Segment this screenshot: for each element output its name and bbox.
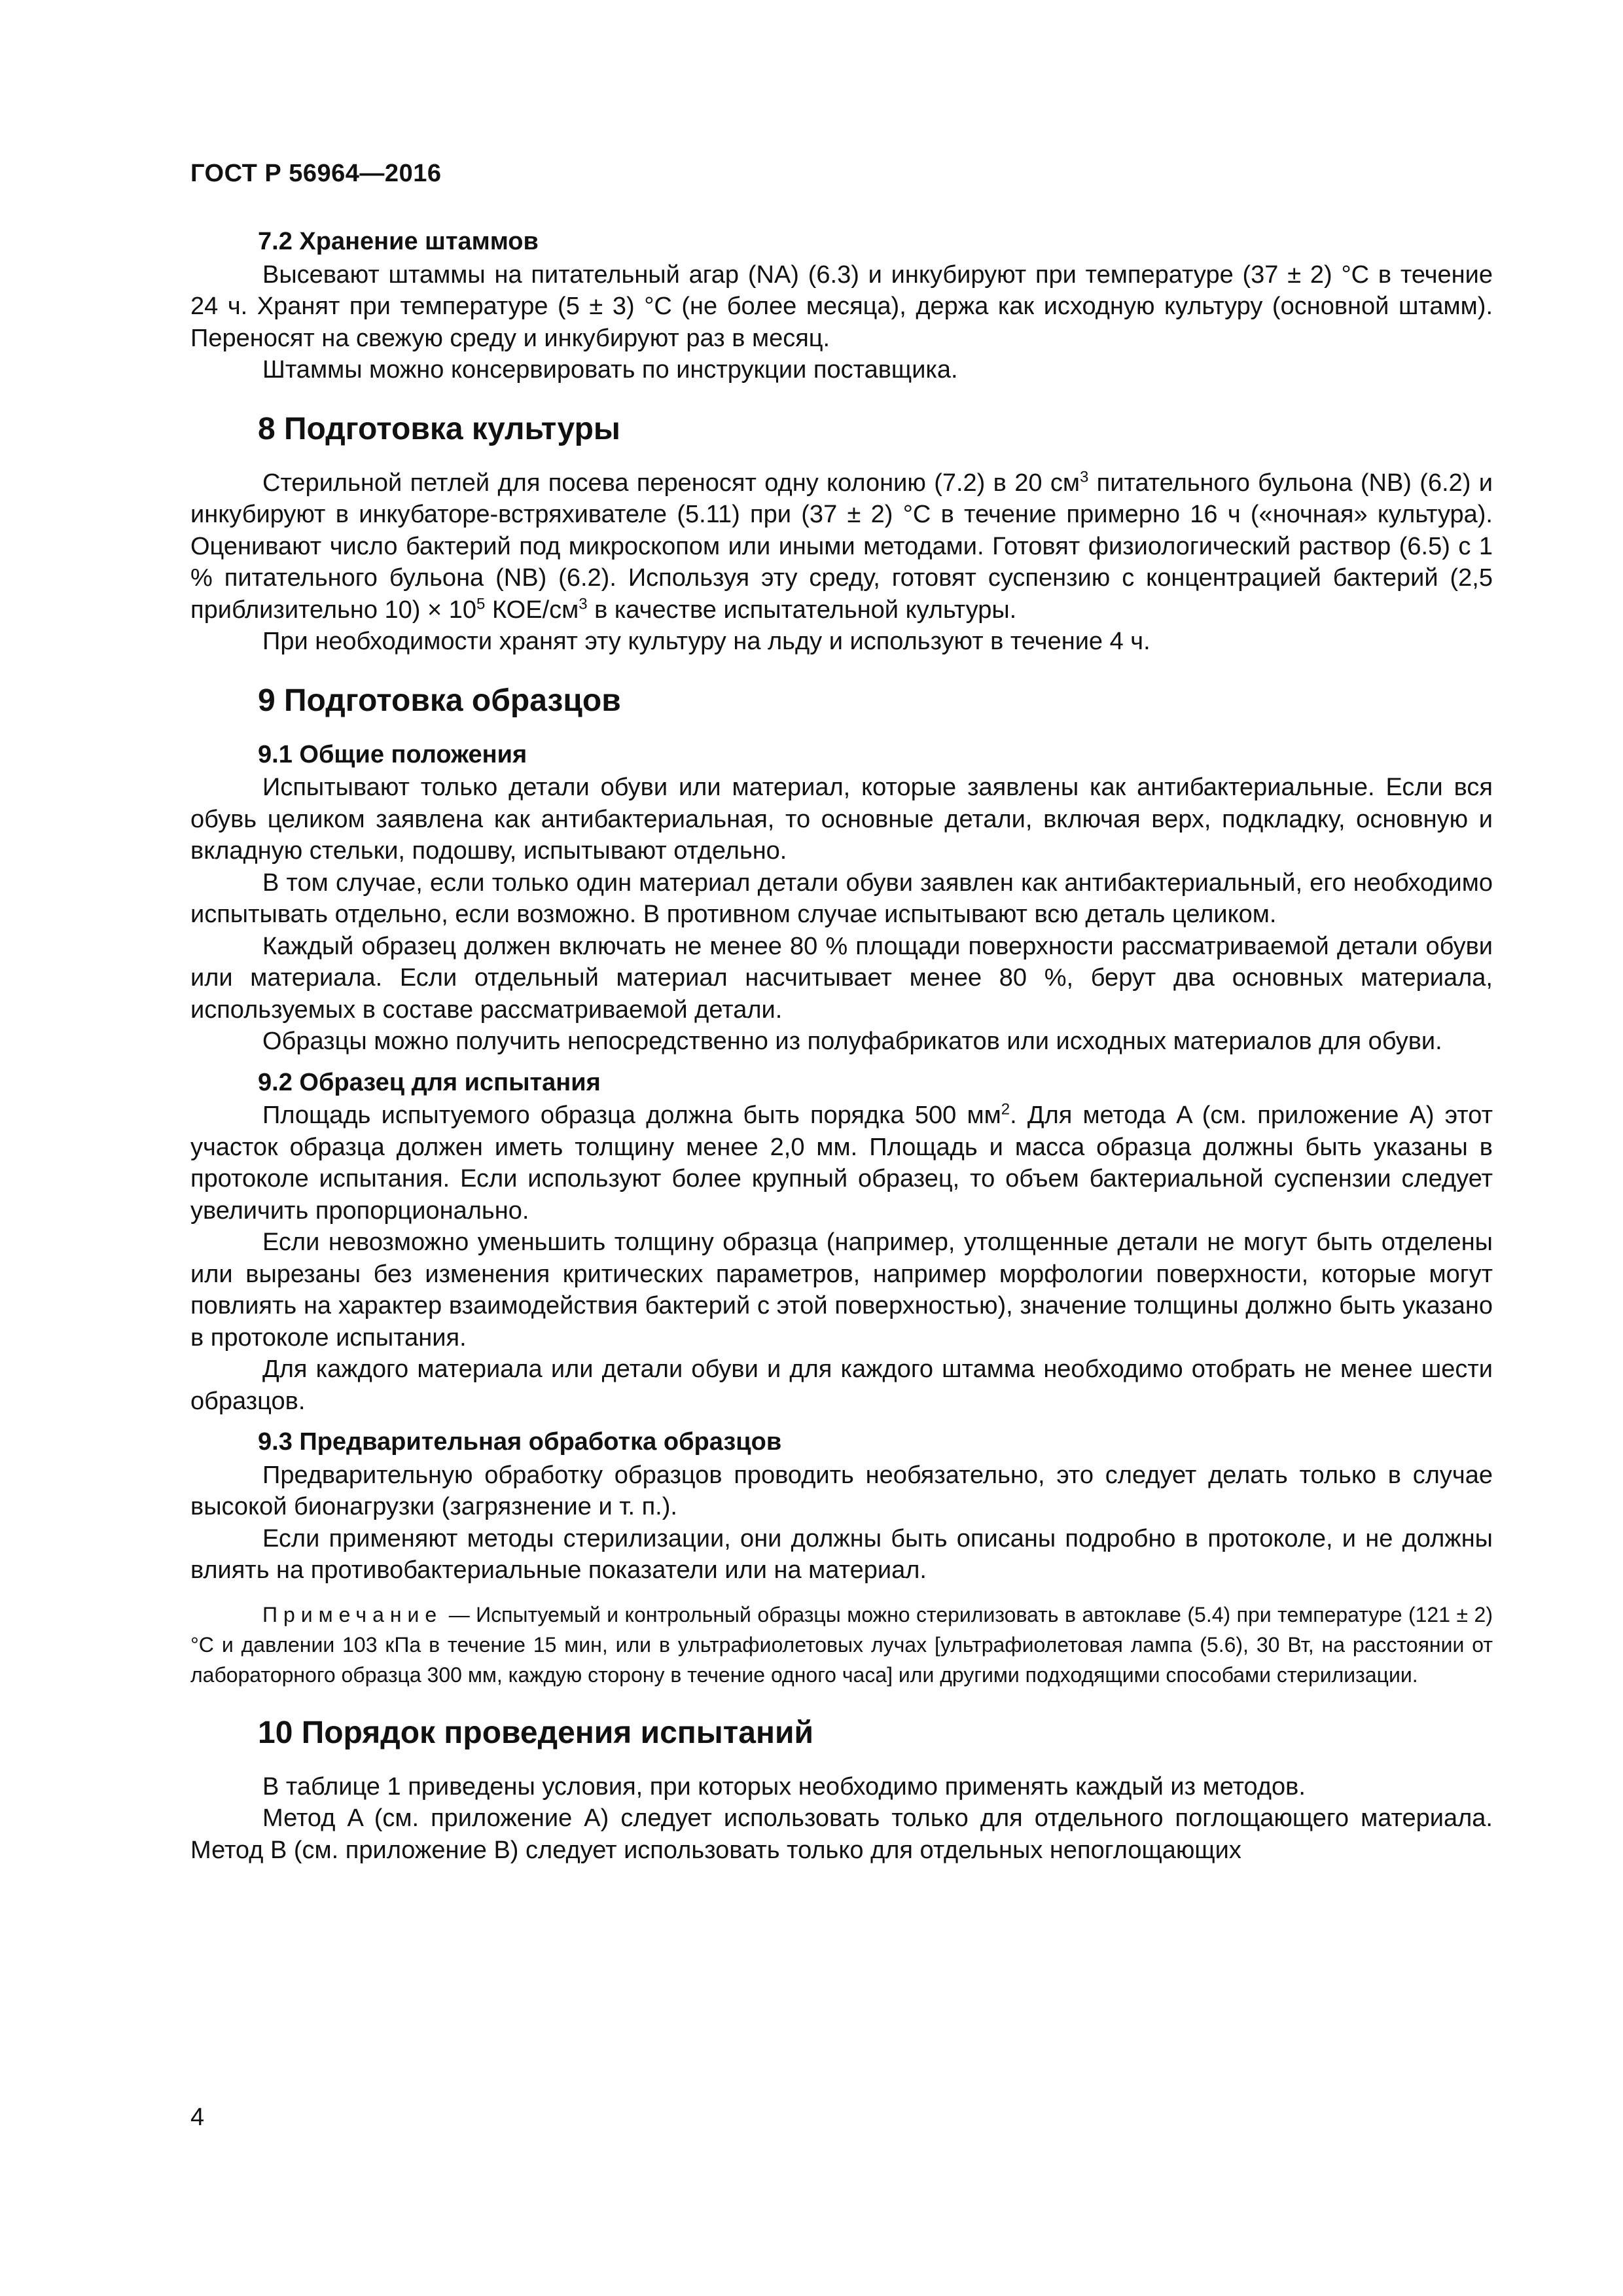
- note-label: Примечание: [262, 1602, 443, 1626]
- paragraph: Метод A (см. приложение A) следует использовать только для отдельного поглощающего материала. Метод B (см. приложение B) следует использовать только для отдельных непоглощающих: [190, 1804, 1493, 1864]
- section-9-3-title: 9.3 Предварительная обработка образцов: [258, 1428, 782, 1456]
- text-run: Стерильной петлей для посева переносят одну колонию (7.2) в 20 см: [262, 469, 1080, 497]
- note-text: — Испытуемый и контрольный образцы можно стерилизовать в автоклаве (5.4) при температуре (121 ± 2) °C и давлении 103 кПа в течение 15 мин, или в ультрафиолетовых лучах [ультрафиолетовая лампа (5.6), 30 Вт, на расстоянии от лабораторного образца 300 мм, каждую сторону в течение одного часа] или другими подходящими способами стерилизации.: [190, 1602, 1493, 1687]
- paragraph: Для каждого материала или детали обуви и для каждого штамма необходимо отобрать не менее шести образцов.: [190, 1355, 1493, 1415]
- paragraph: Если применяют методы стерилизации, они должны быть описаны подробно в протоколе, и не должны влиять на противобактериальные показатели или на материал.: [190, 1524, 1493, 1584]
- superscript: 3: [579, 594, 588, 613]
- superscript: 5: [476, 594, 486, 613]
- section-9-2-title: 9.2 Образец для испытания: [258, 1068, 601, 1096]
- text-run: Площадь испытуемого образца должна быть порядка 500 мм: [262, 1102, 1001, 1129]
- note: [190, 1600, 1493, 1690]
- text-run: . Для метода A (см. приложение A) этот участок образца должен иметь толщину менее 2,0 мм. Площадь и масса образца должны быть указаны в протоколе испытания. Если используют более крупный образец, то объем бактериальной суспензии следует увеличить пропорционально.: [190, 1102, 1493, 1225]
- paragraph: Предварительную обработку образцов проводить необязательно, это следует делать только в случае высокой бионагрузки (загрязнение и т. п.).: [190, 1461, 1493, 1520]
- superscript: 2: [1001, 1100, 1010, 1119]
- document-id: ГОСТ Р 56964—2016: [190, 160, 442, 187]
- document-body: [190, 226, 1493, 1866]
- section-9-title: 9 Подготовка образцов: [258, 683, 621, 718]
- paragraph: При необходимости хранят эту культуру на льду и используют в течение 4 ч.: [262, 628, 1150, 655]
- paragraph: [190, 467, 1493, 626]
- paragraph: В таблице 1 приведены условия, при которых необходимо применять каждый из методов.: [262, 1772, 1306, 1801]
- text-run: КОЕ/см: [485, 596, 579, 624]
- paragraph: В том случае, если только один материал детали обуви заявлен как антибактериальный, его необходимо испытывать отдельно, если возможно. В противном случае испытывают всю деталь целиком.: [190, 869, 1493, 928]
- section-10-title: 10 Порядок проведения испытаний: [258, 1715, 813, 1750]
- paragraph: Высевают штаммы на питательный агар (NA) (6.3) и инкубируют при температуре (37 ± 2) °C в течение 24 ч. Хранят при температуре (5 ± 3) °C (не более месяца), держа как исходную культуру (основной штамм). Переносят на свежую среду и инкубируют раз в месяц.: [190, 260, 1493, 352]
- section-8-title: 8 Подготовка культуры: [258, 411, 620, 446]
- paragraph: Если невозможно уменьшить толщину образца (например, утолщенные детали не могут быть отделены или вырезаны без изменения критических параметров, например морфологии поверхности, которые могут повлиять на характер взаимодействия бактерий с этой поверхностью), значение толщины должно быть указано в протоколе испытания.: [190, 1229, 1493, 1352]
- paragraph: Каждый образец должен включать не менее 80 % площади поверхности рассматриваемой детали обуви или материала. Если отдельный материал насчитывает менее 80 %, берут два основных материала, используемых в составе рассматриваемой детали.: [190, 932, 1493, 1024]
- section-9-1-title: 9.1 Общие положения: [258, 740, 527, 768]
- paragraph: [190, 1100, 1493, 1227]
- text-run: питательного бульона (NB) (6.2) и инкубируют в инкубаторе-встряхивателе (5.11) при (37 ± 2) °C в течение примерно 16 ч («ночная» культура). Оценивают число бактерий под микроскопом или иными методами. Готовят физиологический раствор (6.5) с 1 % питательного бульона (NB) (6.2). Используя эту среду, готовят суспензию с концентрацией бактерий (2,5 приблизительно 10) × 10: [190, 469, 1493, 624]
- section-7-2-title: 7.2 Хранение штаммов: [258, 228, 539, 255]
- text-run: в качестве испытательной культуры.: [587, 596, 1017, 624]
- paragraph: Образцы можно получить непосредственно из полуфабрикатов или исходных материалов для обуви.: [262, 1028, 1442, 1055]
- superscript: 3: [1079, 467, 1089, 486]
- page-number: 4: [190, 2104, 205, 2131]
- paragraph: Штаммы можно консервировать по инструкции поставщика.: [262, 356, 958, 384]
- paragraph: Испытывают только детали обуви или материал, которые заявлены как антибактериальные. Если вся обувь целиком заявлена как антибактериальная, то основные детали, включая верх, подкладку, основную и вкладную стельки, подошву, испытывают отдельно.: [190, 774, 1493, 865]
